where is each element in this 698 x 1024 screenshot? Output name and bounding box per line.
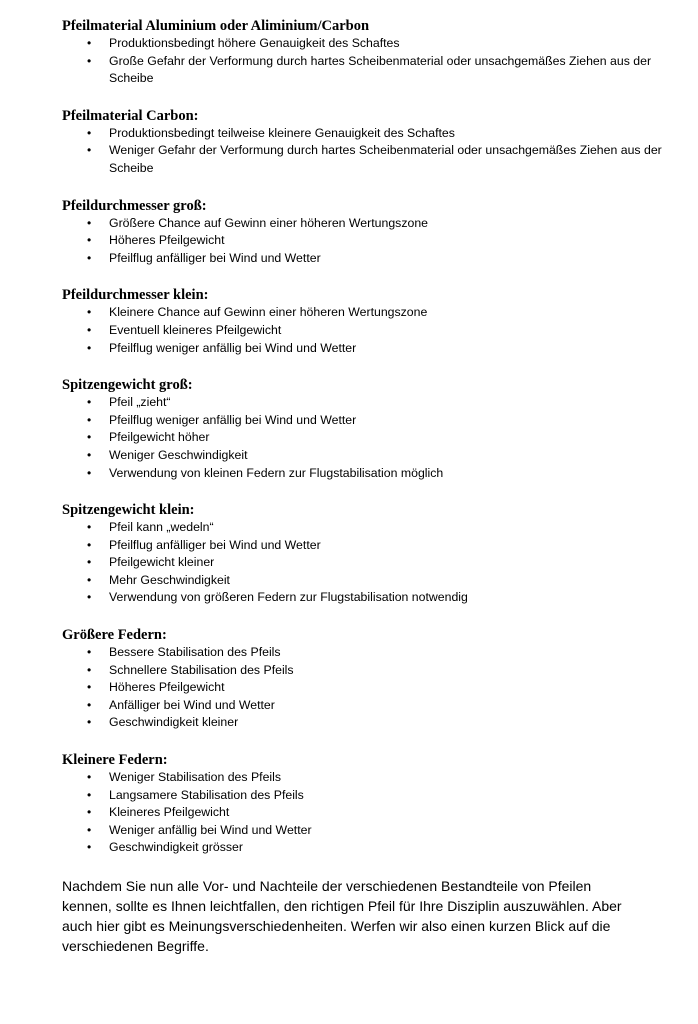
bullet-item <box>62 697 682 715</box>
bullet-text: Pfeilflug weniger anfällig bei Wind und Wetter <box>109 340 357 355</box>
section <box>62 751 682 857</box>
document-page <box>62 17 682 956</box>
bullet-item <box>62 839 682 857</box>
bullet-item <box>62 644 682 662</box>
bullet-dot-icon: • <box>87 447 92 462</box>
bullet-text: Höheres Pfeilgewicht <box>109 233 225 248</box>
bullet-dot-icon: • <box>87 125 92 140</box>
section-heading: Spitzengewicht groß: <box>62 377 193 394</box>
bullet-text: Kleineres Pfeilgewicht <box>109 805 230 820</box>
bullet-item <box>62 662 682 680</box>
bullet-dot-icon: • <box>87 53 92 68</box>
bullet-item <box>62 340 682 358</box>
bullet-text: Eventuell kleineres Pfeilgewicht <box>109 322 282 337</box>
bullet-item <box>62 250 682 268</box>
bullet-item <box>62 322 682 340</box>
bullet-dot-icon: • <box>87 590 92 605</box>
bullet-dot-icon: • <box>87 430 92 445</box>
bullet-text: Pfeil kann „wedeln“ <box>109 520 214 535</box>
bullet-item <box>62 554 682 572</box>
bullet-item <box>62 304 682 322</box>
bullet-list <box>62 215 682 268</box>
bullet-text: Verwendung von größeren Federn zur Flugstabilisation notwendig <box>109 590 468 605</box>
bullet-dot-icon: • <box>87 36 92 50</box>
bullet-item <box>62 142 682 177</box>
bullet-item <box>62 787 682 805</box>
bullet-text: Weniger anfällig bei Wind und Wetter <box>109 822 312 837</box>
bullet-text: Höheres Pfeilgewicht <box>109 680 225 695</box>
bullet-dot-icon: • <box>87 143 92 158</box>
section <box>62 107 682 178</box>
bullet-list <box>62 394 682 482</box>
bullet-item <box>62 679 682 697</box>
bullet-dot-icon: • <box>87 215 92 230</box>
bullet-item <box>62 35 682 53</box>
bullet-dot-icon: • <box>87 805 92 820</box>
bullet-list <box>62 304 682 357</box>
bullet-text: Langsamere Stabilisation des Pfeils <box>109 787 304 802</box>
bullet-item <box>62 519 682 537</box>
bullet-item <box>62 394 682 412</box>
bullet-text: Pfeilflug weniger anfällig bei Wind und Wetter <box>109 412 357 427</box>
bullet-text: Verwendung von kleinen Federn zur Flugstabilisation möglich <box>109 465 444 480</box>
bullet-text: Weniger Geschwindigkeit <box>109 447 248 462</box>
bullet-text: Produktionsbedingt teilweise kleinere Genauigkeit des Schaftes <box>109 125 455 140</box>
bullet-item <box>62 232 682 250</box>
bullet-text: Weniger Stabilisation des Pfeils <box>109 770 282 785</box>
bullet-item <box>62 447 682 465</box>
bullet-text: Große Gefahr der Verformung durch hartes Scheibenmaterial oder unsachgemäßes Ziehen aus der Scheibe <box>109 53 652 86</box>
bullet-dot-icon: • <box>87 305 92 320</box>
bullet-dot-icon: • <box>87 555 92 570</box>
bullet-text: Anfälliger bei Wind und Wetter <box>109 697 275 712</box>
bullet-text: Bessere Stabilisation des Pfeils <box>109 645 281 660</box>
bullet-item <box>62 53 682 88</box>
bullet-item <box>62 465 682 483</box>
bullet-dot-icon: • <box>87 770 92 785</box>
bullet-dot-icon: • <box>87 662 92 677</box>
bullet-item <box>62 125 682 143</box>
section-heading: Kleinere Federn: <box>62 752 168 769</box>
section <box>62 17 682 88</box>
bullet-text: Produktionsbedingt höhere Genauigkeit des Schaftes <box>109 36 400 50</box>
bullet-text: Pfeilgewicht höher <box>109 430 210 445</box>
bullet-dot-icon: • <box>87 787 92 802</box>
section-heading: Pfeildurchmesser klein: <box>62 287 209 304</box>
section-heading: Pfeilmaterial Aluminium oder Aliminium/Carbon <box>62 18 370 34</box>
bullet-list <box>62 769 682 857</box>
bullet-dot-icon: • <box>87 520 92 535</box>
bullet-dot-icon: • <box>87 680 92 695</box>
bullet-dot-icon: • <box>87 340 92 355</box>
section <box>62 197 682 268</box>
bullet-item <box>62 537 682 555</box>
bullet-dot-icon: • <box>87 322 92 337</box>
bullet-text: Weniger Gefahr der Verformung durch hartes Scheibenmaterial oder unsachgemäßes Ziehen aus der Scheibe <box>109 143 662 175</box>
bullet-text: Pfeil „zieht“ <box>109 395 171 410</box>
bullet-item <box>62 215 682 233</box>
bullet-dot-icon: • <box>87 645 92 660</box>
bullet-item <box>62 412 682 430</box>
bullet-text: Schnellere Stabilisation des Pfeils <box>109 662 294 677</box>
summary-paragraph: Nachdem Sie nun alle Vor- und Nachteile der verschiedenen Bestandteile von Pfeilen kennen, sollte es Ihnen leichtfallen, den richtigen Pfeil für Ihre Disziplin auszuwählen. Aber auch hier gibt es Meinungsverschiedenheiten. Werfen wir also einen kurzen Blick auf die verschiedenen Begriffe. <box>62 878 622 954</box>
section-heading: Spitzengewicht klein: <box>62 502 195 519</box>
bullet-text: Geschwindigkeit grösser <box>109 840 243 855</box>
bullet-item <box>62 714 682 732</box>
bullet-text: Geschwindigkeit kleiner <box>109 715 239 730</box>
section <box>62 501 682 607</box>
bullet-text: Mehr Geschwindigkeit <box>109 572 230 587</box>
section <box>62 626 682 732</box>
sections-container <box>62 17 682 857</box>
bullet-item <box>62 429 682 447</box>
bullet-dot-icon: • <box>87 537 92 552</box>
bullet-text: Pfeilgewicht kleiner <box>109 555 215 570</box>
bullet-list <box>62 644 682 732</box>
bullet-text: Pfeilflug anfälliger bei Wind und Wetter <box>109 537 321 552</box>
bullet-dot-icon: • <box>87 697 92 712</box>
section <box>62 376 682 482</box>
bullet-item <box>62 804 682 822</box>
bullet-dot-icon: • <box>87 822 92 837</box>
section-heading: Pfeildurchmesser groß: <box>62 197 207 214</box>
section-heading: Größere Federn: <box>62 627 167 644</box>
bullet-item <box>62 589 682 607</box>
bullet-dot-icon: • <box>87 715 92 730</box>
section <box>62 286 682 357</box>
section-heading: Pfeilmaterial Carbon: <box>62 107 199 124</box>
bullet-dot-icon: • <box>87 572 92 587</box>
bullet-item <box>62 822 682 840</box>
bullet-list <box>62 125 682 178</box>
bullet-list <box>62 519 682 607</box>
bullet-item <box>62 572 682 590</box>
bullet-dot-icon: • <box>87 395 92 410</box>
bullet-item <box>62 769 682 787</box>
bullet-text: Kleinere Chance auf Gewinn einer höheren Wertungszone <box>109 305 428 320</box>
bullet-dot-icon: • <box>87 412 92 427</box>
bullet-dot-icon: • <box>87 465 92 480</box>
bullet-text: Größere Chance auf Gewinn einer höheren Wertungszone <box>109 215 428 230</box>
bullet-dot-icon: • <box>87 840 92 855</box>
bullet-dot-icon: • <box>87 233 92 248</box>
bullet-dot-icon: • <box>87 250 92 265</box>
bullet-list <box>62 35 682 88</box>
bullet-text: Pfeilflug anfälliger bei Wind und Wetter <box>109 250 321 265</box>
